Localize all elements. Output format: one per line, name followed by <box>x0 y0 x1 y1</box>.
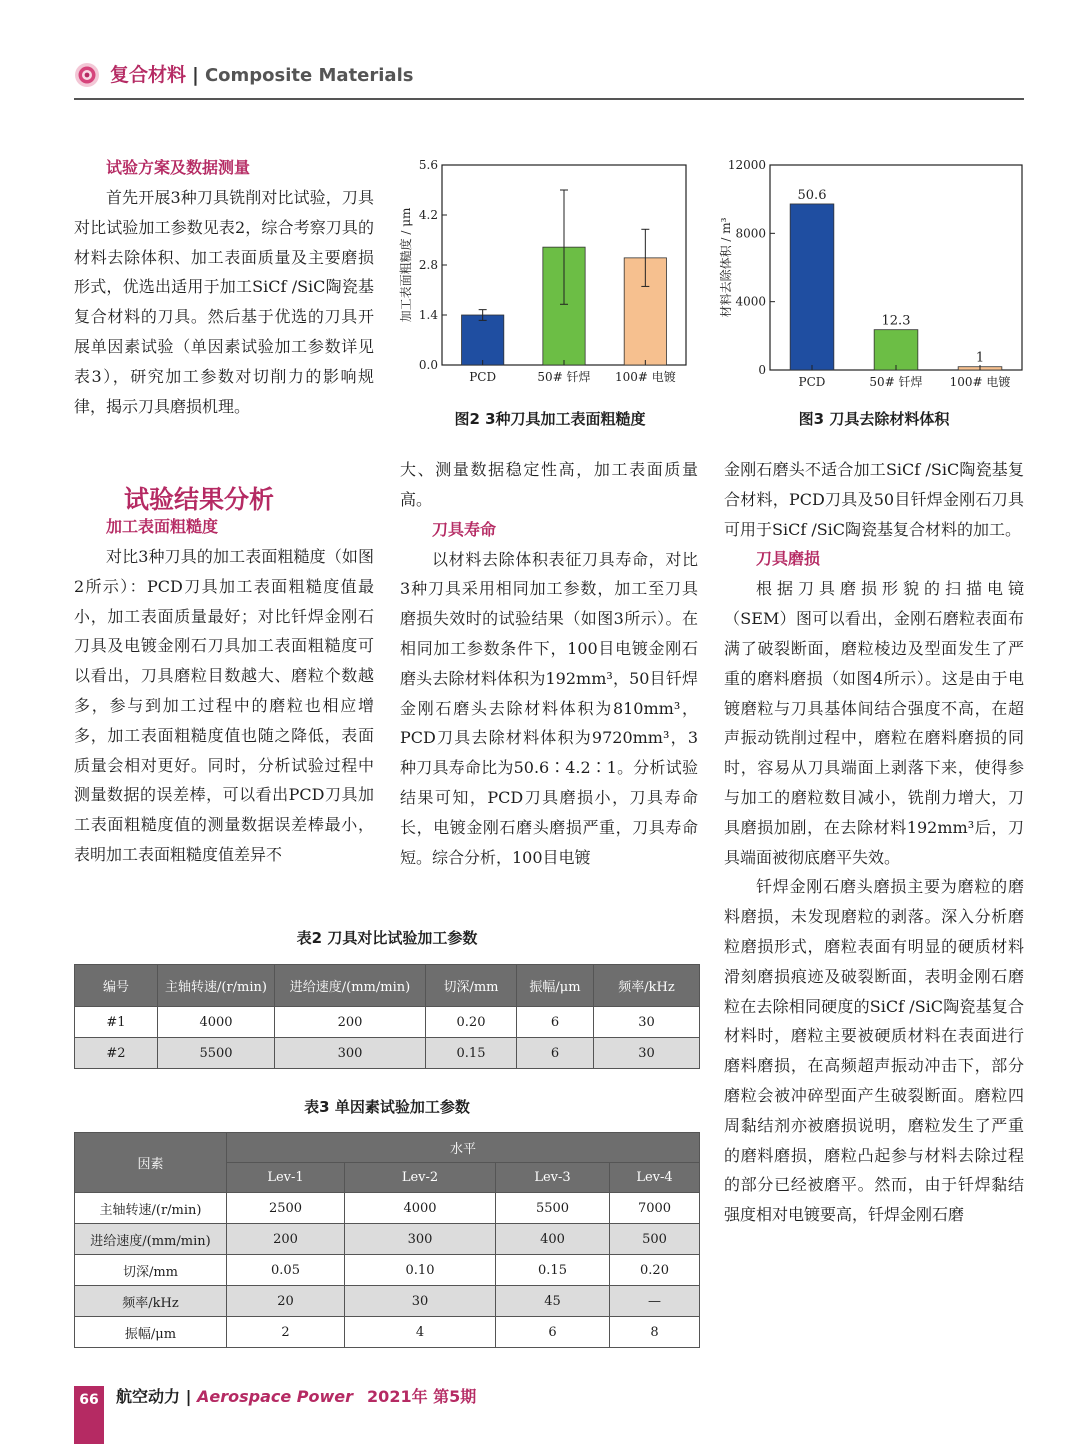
y-tick-label: 0.0 <box>418 358 438 372</box>
x-tick-label: PCD <box>469 370 497 384</box>
subheading-roughness: 加工表面粗糙度 <box>106 517 219 536</box>
table-row <box>75 1038 700 1069</box>
table-header-cell: 编号 <box>75 965 158 1007</box>
column-1-top <box>74 153 374 421</box>
table-header-row <box>75 1133 700 1163</box>
table-header-cell: 进给速度/(mm/min) <box>275 965 426 1007</box>
table-cell: 500 <box>610 1224 700 1255</box>
header-title-en: Composite Materials <box>204 65 414 86</box>
table-cell: 4 <box>345 1317 496 1348</box>
subheading-test-plan: 试验方案及数据测量 <box>106 158 251 177</box>
table-cell: — <box>610 1286 700 1317</box>
paragraph-roughness: 对比3种刀具的加工表面粗糙度（如图2所示）：PCD刀具加工表面粗糙度值最小，加工表面质量最好；对比钎焊金刚石刀具及电镀金刚石刀具加工表面粗糙度可以看出，刀具磨粒目数越大、磨粒个数越多，参与到加工过程中的磨粒也相应增多，加工表面粗糙度值也随之降低，表面质量会相对更好。同时，分析试验过程中测量数据的误差棒，可以看出PCD刀具加工表面粗糙度值的测量数据误差棒最小，表明加工表面粗糙度值差异不 <box>74 547 374 864</box>
y-tick-label: 5.6 <box>418 158 438 172</box>
table-cell: 0.10 <box>345 1255 496 1286</box>
paragraph-tool-wear-1: 根据刀具磨损形貌的扫描电镜（SEM）图可以看出，金刚石磨粒表面布满了破裂断面，磨粒棱边及型面发生了严重的磨料磨损（如图4所示）。这是由于电镀磨粒与刀具基体间结合强度不高，在超声振动铣削过程中，磨粒在磨料磨损的同时，容易从刀具端面上剥落下来，使得参与加工的磨粒数目减小，铣削力增大，刀具磨损加剧，在去除材料192mm³后，刀具端面被彻底磨平失效。 <box>724 579 1024 867</box>
journal-logo-icon <box>74 62 100 88</box>
table-cell: 200 <box>227 1224 345 1255</box>
data-label: 50.6 <box>797 187 827 203</box>
table-cell: 0.15 <box>496 1255 610 1286</box>
figure-3-caption: 图3 刀具去除材料体积 <box>798 410 950 428</box>
table-cell: 主轴转速/(r/min) <box>75 1193 227 1224</box>
section-title-results: 试验结果分析 <box>124 485 275 514</box>
figure-2-caption: 图2 3种刀具加工表面粗糙度 <box>454 410 646 428</box>
x-tick-label: PCD <box>798 375 826 389</box>
table-header-cell: Lev-2 <box>345 1163 496 1193</box>
table-row <box>75 1193 700 1224</box>
footer-journal-en: Aerospace Power <box>197 1387 354 1406</box>
running-header <box>110 60 413 91</box>
table-cell: 0.05 <box>227 1255 345 1286</box>
table-header-cell: 切深/mm <box>426 965 517 1007</box>
footer-journal-cn: 航空动力 | <box>116 1387 197 1406</box>
column-2 <box>400 455 698 872</box>
table-cell: #2 <box>75 1038 158 1069</box>
table-cell: 7000 <box>610 1193 700 1224</box>
table-cell: 6 <box>496 1317 610 1348</box>
paragraph-tool-life: 以材料去除体积表征刀具寿命，对比3种刀具采用相同加工参数，加工至刀具磨损失效时的试验结果（如图3所示）。在相同加工参数条件下，100目电镀金刚石磨头去除材料体积为192mm³，50目钎焊金刚石磨头去除材料体积为810mm³，PCD刀具去除材料体积为9720mm³，3种刀具寿命比为50.6∶4.2∶1。分析试验结果可知，PCD刀具磨损小，刀具寿命长，电镀金刚石磨头磨损严重，刀具寿命短。综合分析，100目电镀 <box>400 549 698 867</box>
y-tick-label: 4.2 <box>418 208 438 222</box>
figure-3-chart <box>712 155 1030 395</box>
bar <box>790 204 834 370</box>
table-cell: 切深/mm <box>75 1255 227 1286</box>
y-axis-label: 材料去除体积 / m³ <box>719 217 733 318</box>
running-footer <box>116 1383 476 1411</box>
table-2-caption: 表2 刀具对比试验加工参数 <box>296 929 478 947</box>
footer-issue: 2021年 第5期 <box>367 1387 477 1406</box>
table-cell: 400 <box>496 1224 610 1255</box>
x-tick-label: 50# 钎焊 <box>869 375 923 389</box>
x-tick-label: 100# 电镀 <box>614 370 676 384</box>
table-header-cell: Lev-4 <box>610 1163 700 1193</box>
table-cell: 0.15 <box>426 1038 517 1069</box>
bar <box>462 315 504 365</box>
y-tick-label: 1.4 <box>418 308 438 322</box>
header-separator: | <box>192 64 199 86</box>
table-cell: 6 <box>517 1038 594 1069</box>
column-3 <box>724 455 1024 1230</box>
table-cell: 300 <box>345 1224 496 1255</box>
table-2 <box>74 964 700 1069</box>
table-row <box>75 1007 700 1038</box>
table-cell: #1 <box>75 1007 158 1038</box>
table-header-row <box>75 965 700 1007</box>
x-tick-label: 50# 钎焊 <box>537 370 591 384</box>
table-row <box>75 1224 700 1255</box>
table-header-cell: 主轴转速/(r/min) <box>158 965 275 1007</box>
x-tick-label: 100# 电镀 <box>949 375 1011 389</box>
table-row <box>75 1317 700 1348</box>
table-cell: 300 <box>275 1038 426 1069</box>
table-cell: 频率/kHz <box>75 1286 227 1317</box>
table-header-cell: 因素 <box>75 1133 227 1193</box>
y-tick-label: 2.8 <box>418 258 438 272</box>
paragraph-tool-wear-2: 钎焊金刚石磨头磨损主要为磨粒的磨料磨损，未发现磨粒的剥落。深入分析磨粒磨损形式，磨粒表面有明显的硬质材料滑刻磨损痕迹及破裂断面，表明金刚石磨粒在去除相同硬度的SiCf /SiC陶瓷基复合材料时，磨粒主要被硬质材料在表面进行磨料磨损，在高频超声振动冲击下，部分磨粒会被冲碎型面产生破裂断面。磨粒四周黏结剂亦被磨损说明，磨粒发生了严重的磨料磨损，磨粒凸起参与材料去除过程的部分已经被磨平。然而，由于钎焊黏结强度相对电镀要高，钎焊金刚石磨 <box>724 877 1024 1225</box>
table-cell: 5500 <box>496 1193 610 1224</box>
y-tick-label: 0 <box>758 363 766 377</box>
y-tick-label: 4000 <box>735 294 766 309</box>
table-cell: 200 <box>275 1007 426 1038</box>
table-3-caption: 表3 单因素试验加工参数 <box>304 1098 470 1116</box>
page-number: 66 <box>74 1386 104 1444</box>
table-cell: 30 <box>594 1007 700 1038</box>
header-rule <box>74 98 1024 100</box>
table-cell: 5500 <box>158 1038 275 1069</box>
table-header-cell: 频率/kHz <box>594 965 700 1007</box>
table-cell: 30 <box>345 1286 496 1317</box>
table-3 <box>74 1132 700 1348</box>
subheading-tool-wear: 刀具磨损 <box>756 549 821 569</box>
table-cell: 振幅/μm <box>75 1317 227 1348</box>
paragraph-roughness-cont: 大、测量数据稳定性高，加工表面质量高。 <box>400 460 698 509</box>
data-label: 12.3 <box>881 313 911 329</box>
table-cell: 30 <box>594 1038 700 1069</box>
table-header-cell: 振幅/μm <box>517 965 594 1007</box>
table-header-cell: 水平 <box>227 1133 700 1163</box>
header-title-cn: 复合材料 <box>110 64 187 86</box>
table-cell: 0.20 <box>426 1007 517 1038</box>
table-row <box>75 1286 700 1317</box>
figure-2-chart <box>392 155 698 395</box>
table-cell: 2 <box>227 1317 345 1348</box>
table-cell: 6 <box>517 1007 594 1038</box>
table-cell: 进给速度/(mm/min) <box>75 1224 227 1255</box>
table-cell: 2500 <box>227 1193 345 1224</box>
paragraph-test-plan: 首先开展3种刀具铣削对比试验，刀具对比试验加工参数见表2，综合考察刀具的材料去除体积、加工表面质量及主要磨损形式，优选出适用于加工SiCf /SiC陶瓷基复合材料的刀具。然后基于优选的刀具开展单因素试验（单因素试验加工参数详见表3），研究加工参数对切削力的影响规律，揭示刀具磨损机理。 <box>74 188 374 416</box>
subheading-tool-life: 刀具寿命 <box>432 519 497 539</box>
column-1-bottom <box>74 482 374 870</box>
y-axis-label: 加工表面粗糙度 / μm <box>399 207 413 323</box>
y-tick-label: 12000 <box>727 158 766 172</box>
table-cell: 8 <box>610 1317 700 1348</box>
bar <box>874 330 918 370</box>
table-cell: 4000 <box>345 1193 496 1224</box>
table-cell: 20 <box>227 1286 345 1317</box>
paragraph-tool-life-cont: 金刚石磨头不适合加工SiCf /SiC陶瓷基复合材料，PCD刀具及50目钎焊金刚石刀具可用于SiCf /SiC陶瓷基复合材料的加工。 <box>724 460 1024 539</box>
table-row <box>75 1255 700 1286</box>
y-tick-label: 8000 <box>735 226 766 241</box>
table-header-cell: Lev-1 <box>227 1163 345 1193</box>
table-header-cell: Lev-3 <box>496 1163 610 1193</box>
table-cell: 45 <box>496 1286 610 1317</box>
table-cell: 4000 <box>158 1007 275 1038</box>
data-label: 1 <box>975 350 985 366</box>
table-cell: 0.20 <box>610 1255 700 1286</box>
